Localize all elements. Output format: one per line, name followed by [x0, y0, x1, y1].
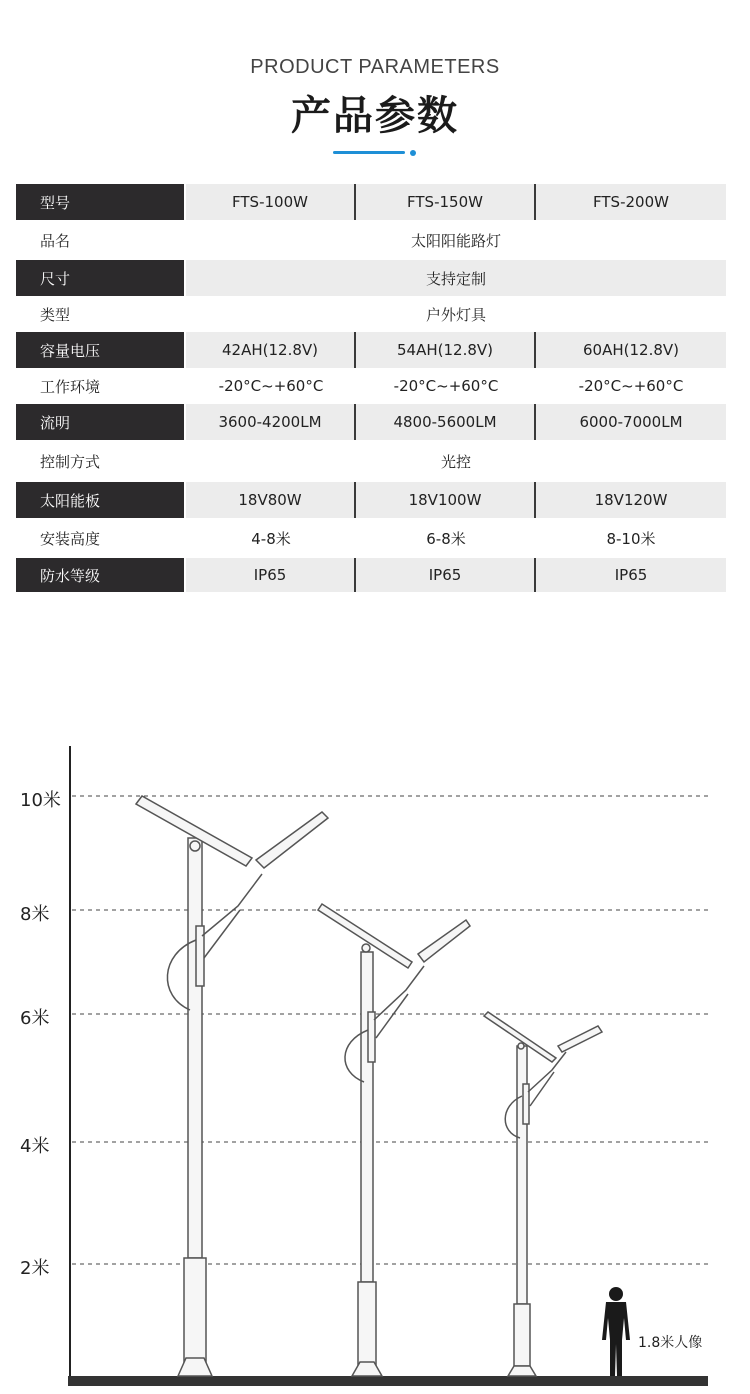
table-row [16, 260, 726, 296]
height-gridlines [72, 796, 712, 1264]
row-value: 6000-7000LM [536, 404, 726, 440]
row-value: 8-10米 [606, 529, 656, 548]
row-label: 工作环境 [40, 377, 101, 396]
row-value: 18V120W [536, 482, 726, 518]
row-label: 容量电压 [16, 332, 184, 368]
row-label: 尺寸 [16, 260, 184, 296]
section-title: 产品参数 [291, 93, 459, 139]
row-value: 光控 [440, 452, 471, 471]
table-row [16, 184, 726, 220]
row-label: 流明 [16, 404, 184, 440]
row-value: 54AH(12.8V) [356, 332, 536, 368]
table-row [16, 332, 726, 368]
row-value: 户外灯具 [425, 305, 486, 324]
row-label: 型号 [16, 184, 184, 220]
row-value: IP65 [536, 558, 726, 592]
row-value: IP65 [356, 558, 536, 592]
row-value: 18V100W [356, 482, 536, 518]
title-underline-dot [410, 150, 416, 156]
table-row [16, 558, 726, 592]
row-value: 太阳阳能路灯 [410, 231, 501, 250]
height-label: 10米 [20, 790, 61, 811]
row-value: 60AH(12.8V) [536, 332, 726, 368]
street-lamp-icon [136, 796, 328, 1376]
row-label: 控制方式 [40, 452, 101, 471]
table-row [16, 442, 726, 480]
street-lamp-icon [318, 904, 470, 1376]
row-value: IP65 [186, 558, 356, 592]
diagram-graphics [0, 740, 750, 1394]
row-value: FTS-200W [536, 184, 726, 220]
title-underline [333, 151, 405, 154]
height-label: 4米 [20, 1136, 50, 1157]
person-icon [602, 1287, 630, 1376]
row-value: 3600-4200LM [186, 404, 356, 440]
row-label: 太阳能板 [16, 482, 184, 518]
row-value: 4-8米 [251, 529, 291, 548]
row-value: FTS-100W [186, 184, 356, 220]
person-scale-label: 1.8米人像 [638, 1335, 703, 1351]
height-label: 8米 [20, 904, 50, 925]
ground-bar [68, 1376, 708, 1386]
table-row [16, 370, 726, 402]
row-value: 4800-5600LM [356, 404, 536, 440]
street-lamp-icon [484, 1012, 602, 1376]
row-value: -20°C~+60°C [218, 377, 324, 395]
table-row [16, 298, 726, 330]
height-comparison-diagram [0, 740, 750, 1394]
table-row [16, 482, 726, 518]
height-label: 2米 [20, 1258, 50, 1279]
height-label: 6米 [20, 1008, 50, 1029]
row-value: 42AH(12.8V) [186, 332, 356, 368]
row-value: 6-8米 [426, 529, 466, 548]
header [0, 0, 750, 170]
row-value: 支持定制 [186, 260, 726, 296]
section-subtitle: PRODUCT PARAMETERS [250, 56, 500, 78]
row-label: 品名 [40, 231, 71, 250]
row-value: FTS-150W [356, 184, 536, 220]
row-label: 防水等级 [16, 558, 184, 592]
row-label: 类型 [40, 305, 71, 324]
row-value: -20°C~+60°C [578, 377, 684, 395]
row-value: -20°C~+60°C [393, 377, 499, 395]
parameters-table [16, 184, 726, 592]
table-row [16, 222, 726, 258]
row-label: 安装高度 [40, 529, 101, 548]
table-row [16, 520, 726, 556]
row-value: 18V80W [186, 482, 356, 518]
table-row [16, 404, 726, 440]
